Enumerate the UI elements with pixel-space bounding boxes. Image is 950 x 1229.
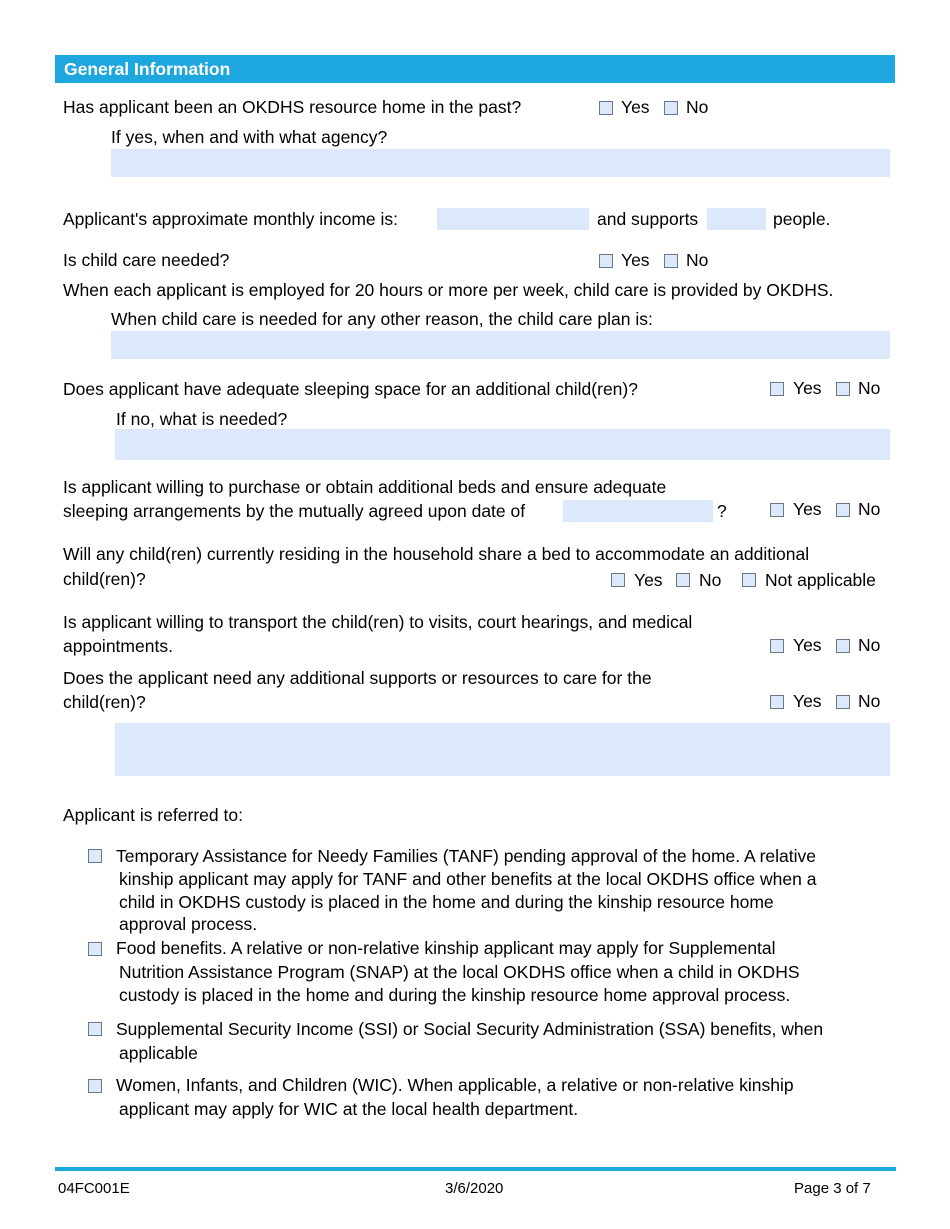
child-care-plan-field[interactable]	[111, 331, 890, 359]
question-sleeping-space: Does applicant have adequate sleeping space for an additional child(ren)?	[63, 379, 638, 399]
question-child-care: Is child care needed?	[63, 250, 230, 270]
child-care-note: When each applicant is employed for 20 hours or more per week, child care is provided by OKDHS.	[63, 280, 834, 300]
supports-yes-checkbox[interactable]	[770, 695, 784, 709]
resource-home-agency-field[interactable]	[111, 149, 890, 177]
question-share-bed-line2: child(ren)?	[63, 569, 146, 589]
resource-home-no-label: No	[686, 97, 709, 117]
resource-home-no-checkbox[interactable]	[664, 101, 678, 115]
child-care-plan-label: When child care is needed for any other reason, the child care plan is:	[111, 309, 653, 329]
child-care-no-checkbox[interactable]	[664, 254, 678, 268]
referral-snap-line: Nutrition Assistance Program (SNAP) at the local OKDHS office when a child in OKDHS	[119, 962, 800, 982]
agreed-date-field[interactable]	[563, 500, 713, 522]
referral-snap-line: custody is placed in the home and during the kinship resource home approval process.	[119, 985, 791, 1005]
transport-yes-checkbox[interactable]	[770, 639, 784, 653]
beds-yes-label: Yes	[793, 499, 822, 519]
share-bed-no-checkbox[interactable]	[676, 573, 690, 587]
footer-date: 3/6/2020	[445, 1180, 504, 1197]
referral-tanf-checkbox[interactable]	[88, 849, 102, 863]
footer-form-number: 04FC001E	[58, 1180, 130, 1197]
referral-ssi-line: applicable	[119, 1043, 198, 1063]
transport-no-checkbox[interactable]	[836, 639, 850, 653]
share-bed-not-applicable-label: Not applicable	[765, 570, 876, 590]
question-share-bed-line1: Will any child(ren) currently residing in the household share a bed to accommodate an additional	[63, 544, 810, 564]
transport-yes-label: Yes	[793, 635, 822, 655]
referral-tanf-line: approval process.	[119, 914, 258, 934]
referral-snap-line: Food benefits. A relative or non-relative kinship applicant may apply for Supplemental	[116, 938, 776, 958]
supports-details-field[interactable]	[115, 723, 890, 776]
beds-question-mark: ?	[717, 501, 727, 521]
monthly-income-field[interactable]	[437, 208, 589, 230]
question-supports-line1: Does the applicant need any additional supports or resources to care for the	[63, 668, 652, 688]
people-label: people.	[773, 209, 831, 229]
referral-ssi-line: Supplemental Security Income (SSI) or Social Security Administration (SSA) benefits, when	[116, 1019, 824, 1039]
resource-home-yes-label: Yes	[621, 97, 650, 117]
share-bed-yes-label: Yes	[634, 570, 663, 590]
sleeping-needed-field[interactable]	[115, 429, 890, 460]
question-resource-home: Has applicant been an OKDHS resource home in the past?	[63, 97, 522, 117]
referred-heading: Applicant is referred to:	[63, 805, 243, 825]
share-bed-no-label: No	[699, 570, 722, 590]
child-care-yes-label: Yes	[621, 250, 650, 270]
referral-tanf-line: kinship applicant may apply for TANF and other benefits at the local OKDHS office when a	[119, 869, 817, 889]
referral-snap-checkbox[interactable]	[88, 942, 102, 956]
sleeping-no-checkbox[interactable]	[836, 382, 850, 396]
question-transport-line2: appointments.	[63, 636, 173, 656]
referral-tanf-line: Temporary Assistance for Needy Families (TANF) pending approval of the home. A relative	[116, 846, 816, 866]
resource-home-yes-checkbox[interactable]	[599, 101, 613, 115]
referral-ssi-checkbox[interactable]	[88, 1022, 102, 1036]
income-label: Applicant's approximate monthly income is:	[63, 209, 399, 229]
question-supports-line2: child(ren)?	[63, 692, 146, 712]
beds-yes-checkbox[interactable]	[770, 503, 784, 517]
child-care-no-label: No	[686, 250, 709, 270]
question-beds-line2: sleeping arrangements by the mutually agreed upon date of	[63, 501, 526, 521]
beds-no-checkbox[interactable]	[836, 503, 850, 517]
resource-home-followup-label: If yes, when and with what agency?	[111, 127, 388, 147]
sleeping-yes-checkbox[interactable]	[770, 382, 784, 396]
section-title: General Information	[64, 59, 231, 79]
question-transport-line1: Is applicant willing to transport the child(ren) to visits, court hearings, and medical	[63, 612, 693, 632]
referral-wic-line: applicant may apply for WIC at the local health department.	[119, 1099, 579, 1119]
footer-divider	[55, 1167, 896, 1171]
share-bed-yes-checkbox[interactable]	[611, 573, 625, 587]
supports-label: and supports	[597, 209, 699, 229]
referral-tanf-line: child in OKDHS custody is placed in the home and during the kinship resource home	[119, 892, 774, 912]
supports-no-checkbox[interactable]	[836, 695, 850, 709]
supports-yes-label: Yes	[793, 691, 822, 711]
question-beds-line1: Is applicant willing to purchase or obtain additional beds and ensure adequate	[63, 477, 667, 497]
share-bed-not-applicable-checkbox[interactable]	[742, 573, 756, 587]
sleeping-followup-label: If no, what is needed?	[116, 409, 288, 429]
section-header-bar	[55, 55, 895, 83]
sleeping-yes-label: Yes	[793, 378, 822, 398]
sleeping-no-label: No	[858, 378, 881, 398]
transport-no-label: No	[858, 635, 881, 655]
referral-wic-line: Women, Infants, and Children (WIC). When applicable, a relative or non-relative kinship	[116, 1075, 794, 1095]
beds-no-label: No	[858, 499, 881, 519]
footer-page-number: Page 3 of 7	[794, 1180, 871, 1197]
supports-no-label: No	[858, 691, 881, 711]
referral-wic-checkbox[interactable]	[88, 1079, 102, 1093]
people-count-field[interactable]	[707, 208, 766, 230]
child-care-yes-checkbox[interactable]	[599, 254, 613, 268]
